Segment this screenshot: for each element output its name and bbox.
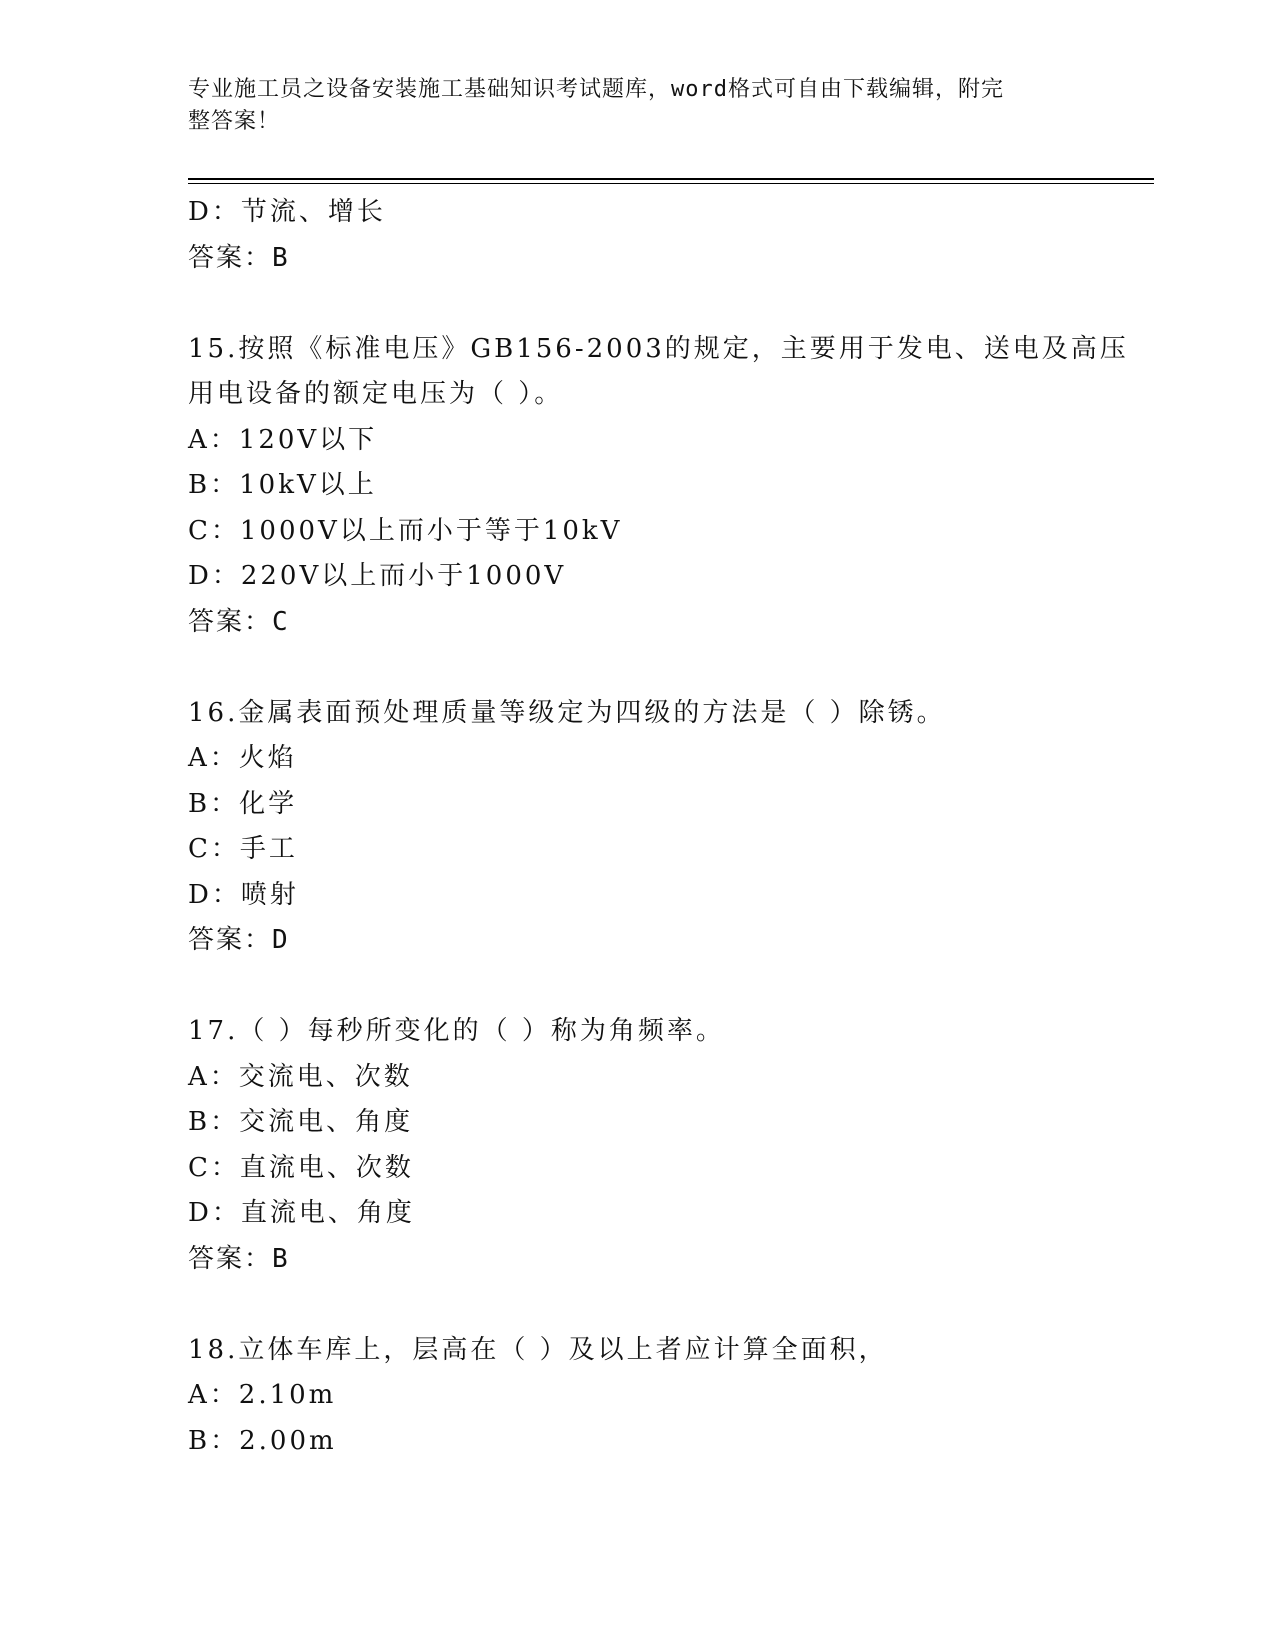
option-c: C：手工 <box>188 834 298 864</box>
spacer <box>188 964 1088 1010</box>
option-d: D：220V以上而小于1000V <box>188 561 567 591</box>
question-18 <box>188 1328 1088 1465</box>
answer-line: 答案：B <box>188 242 290 273</box>
option-a: A：120V以下 <box>188 424 378 455</box>
option-a: A：2.10m <box>188 1380 337 1410</box>
question-15 <box>188 327 1129 646</box>
header-divider-thick <box>188 178 1154 180</box>
spacer <box>188 645 1088 691</box>
option-d: D：喷射 <box>188 879 299 910</box>
question-stem: 15.按照《标准电压》GB156-2003的规定，主要用于发电、送电及高压 <box>188 333 1129 364</box>
question-14-tail <box>188 190 1088 281</box>
answer-line: 答案：C <box>188 606 290 637</box>
question-17 <box>188 1009 1088 1282</box>
option-a: A：交流电、次数 <box>188 1061 413 1092</box>
option-d: D：节流、增长 <box>188 197 386 227</box>
question-stem: 18.立体车库上，层高在（ ）及以上者应计算全面积， <box>188 1334 888 1365</box>
document-header <box>188 74 1078 138</box>
option-b: B：2.00m <box>188 1425 337 1456</box>
spacer <box>188 1282 1088 1328</box>
option-c: C：直流电、次数 <box>188 1152 414 1183</box>
answer-line: 答案：D <box>188 925 290 955</box>
header-divider-thin <box>188 183 1154 184</box>
question-list <box>188 190 1129 1464</box>
spacer <box>188 281 1088 327</box>
option-b: B：化学 <box>188 788 298 819</box>
question-stem: 16.金属表面预处理质量等级定为四级的方法是（ ）除锈。 <box>188 697 946 728</box>
answer-line: 答案：B <box>188 1243 290 1274</box>
option-b: B：10kV以上 <box>188 470 377 500</box>
option-a: A：火焰 <box>188 743 297 773</box>
header-line-1: 专业施工员之设备安装施工基础知识考试题库，word格式可自由下载编辑，附完 <box>188 77 1004 102</box>
option-d: D：直流电、角度 <box>188 1198 415 1228</box>
question-16 <box>188 691 1088 964</box>
question-stem-continued: 用电设备的额定电压为（ ）。 <box>188 379 564 409</box>
option-b: B：交流电、角度 <box>188 1107 414 1137</box>
header-line-2: 整答案！ <box>188 109 281 134</box>
option-c: C：1000V以上而小于等于10kV <box>188 515 623 546</box>
question-stem: 17.（ ）每秒所变化的（ ）称为角频率。 <box>188 1016 725 1046</box>
